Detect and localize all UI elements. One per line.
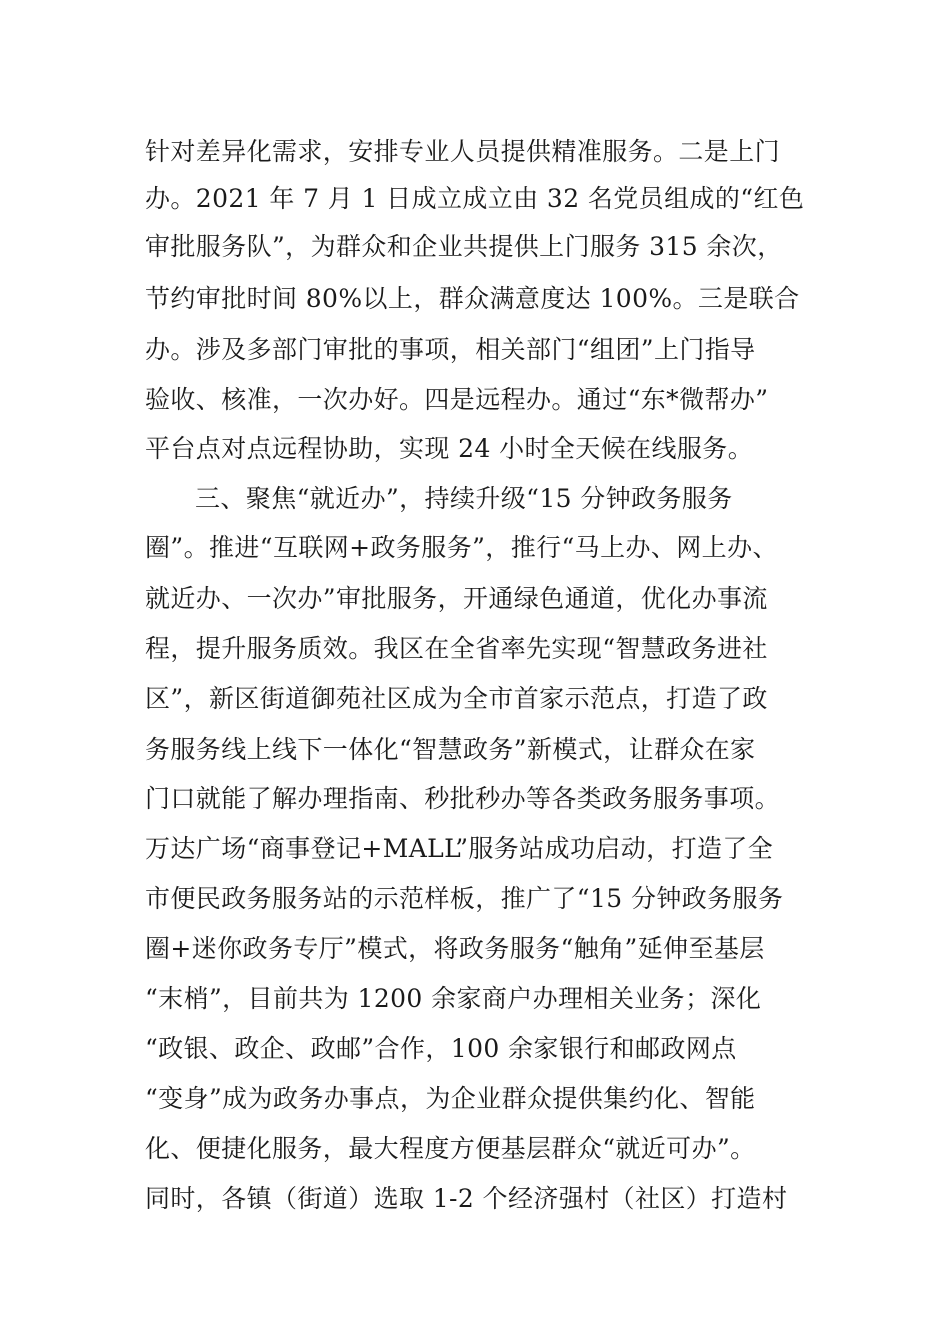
text-line-14: 门口就能了解办理指南、秒批秒办等各类政务服务事项。 bbox=[145, 784, 781, 813]
text-line-16: 市便民政务服务站的示范样板，推广了“15 分钟政务服务 bbox=[145, 884, 784, 913]
text-line-6: 验收、核准，一次办好。四是远程办。通过“东*微帮办” bbox=[145, 385, 769, 414]
text-line-5: 办。涉及多部门审批的事项，相关部门“组团”上门指导 bbox=[145, 335, 756, 364]
text-line-2: 办。2021 年 7 月 1 日成立成立由 32 名党员组成的“红色 bbox=[145, 184, 805, 213]
section-heading-line: 三、聚焦“就近办”，持续升级“15 分钟政务服务 bbox=[195, 484, 733, 513]
text-line-20: “变身”成为政务办事点，为企业群众提供集约化、智能 bbox=[145, 1084, 756, 1113]
text-line-11: 程，提升服务质效。我区在全省率先实现“智慧政务进社 bbox=[145, 634, 768, 663]
text-line-10: 就近办、一次办”审批服务，开通绿色通道，优化办事流 bbox=[145, 584, 768, 613]
text-line-9: 圈”。推进“互联网+政务服务”，推行“马上办、网上办、 bbox=[145, 533, 778, 562]
text-line-21: 化、便捷化服务，最大程度方便基层群众“就近可办”。 bbox=[145, 1134, 756, 1163]
text-line-15: 万达广场“商事登记+MALL”服务站成功启动，打造了全 bbox=[145, 834, 774, 863]
text-line-7: 平台点对点远程协助，实现 24 小时全天候在线服务。 bbox=[145, 434, 754, 463]
text-line-12: 区”，新区街道御苑社区成为全市首家示范点，打造了政 bbox=[145, 684, 768, 713]
text-line-18: “末梢”，目前共为 1200 余家商户办理相关业务；深化 bbox=[145, 984, 762, 1013]
text-line-3: 审批服务队”，为群众和企业共提供上门服务 315 余次， bbox=[145, 232, 783, 261]
text-line-4: 节约审批时间 80%以上，群众满意度达 100%。三是联合 bbox=[145, 284, 800, 313]
text-line-1: 针对差异化需求，安排专业人员提供精准服务。二是上门 bbox=[145, 137, 781, 166]
text-line-13: 务服务线上线下一体化“智慧政务”新模式，让群众在家 bbox=[145, 735, 756, 764]
text-line-17: 圈+迷你政务专厅”模式，将政务服务“触角”延伸至基层 bbox=[145, 934, 765, 963]
text-line-19: “政银、政企、政邮”合作，100 余家银行和邮政网点 bbox=[145, 1034, 737, 1063]
text-line-22: 同时，各镇（街道）选取 1-2 个经济强村（社区）打造村 bbox=[145, 1184, 788, 1213]
